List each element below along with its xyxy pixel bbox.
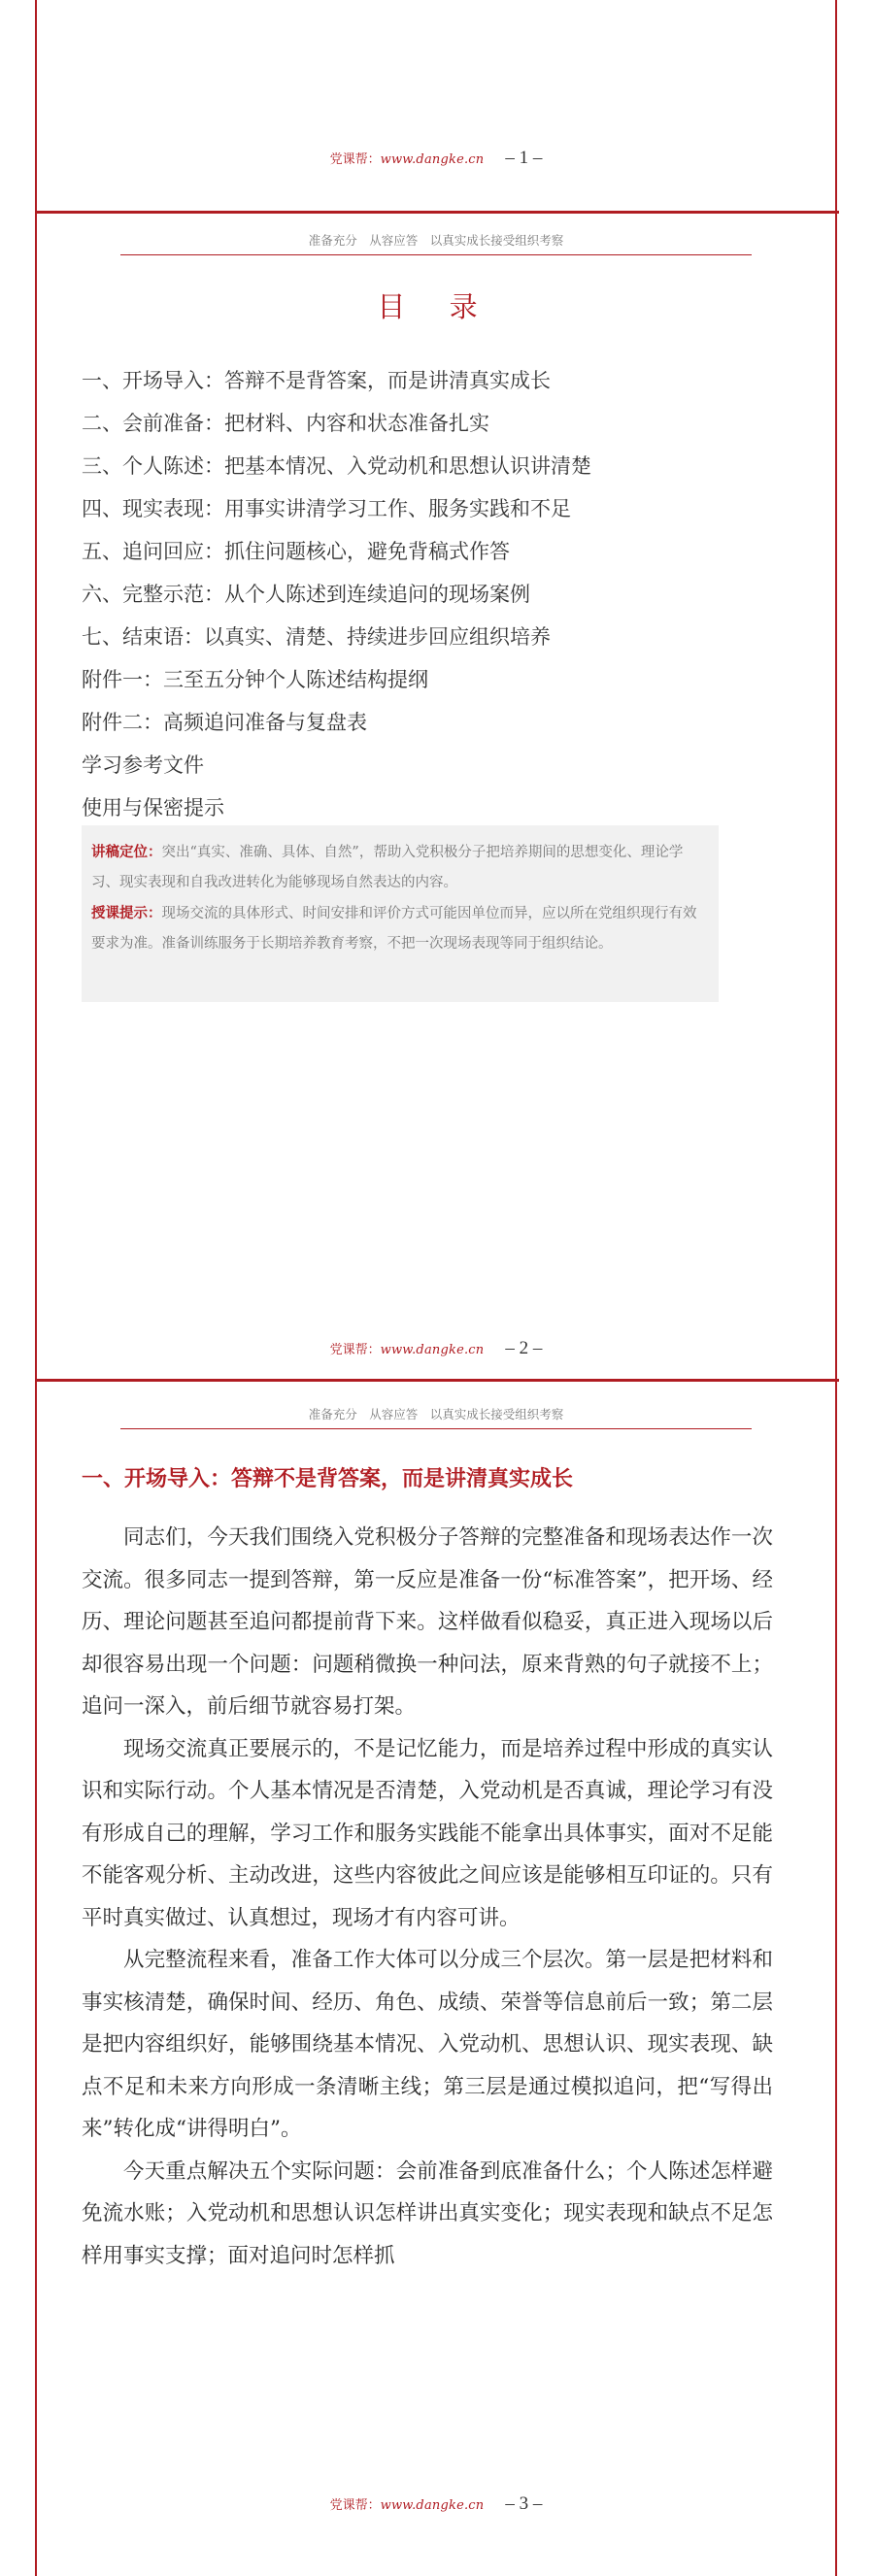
footer-site-url: www.dangke.cn	[380, 152, 485, 167]
toc-item[interactable]: 四、现实表现：用事实讲清学习工作、服务实践和不足	[82, 497, 571, 520]
page-footer	[37, 1338, 835, 1359]
body-text	[82, 1517, 773, 2277]
footer-site-label: 党课帮：	[329, 2498, 381, 2513]
toc-item[interactable]: 使用与保密提示	[82, 796, 224, 820]
toc-item[interactable]: 五、追问回应：抓住问题核心，避免背稿式作答	[82, 540, 510, 563]
section-title: 一、开场导入：答辩不是背答案，而是讲清真实成长	[82, 1466, 574, 1491]
page-header: 准备充分 从容应答 以真实成长接受组织考察	[308, 1407, 564, 1422]
toc-item[interactable]: 附件二：高频追问准备与复盘表	[82, 711, 367, 734]
note-label: 授课提示：	[91, 905, 162, 921]
toc-title: 目 录	[377, 290, 495, 323]
header-rule	[120, 1428, 752, 1429]
toc-item[interactable]: 六、完整示范：从个人陈述到连续追问的现场案例	[82, 583, 530, 606]
note-text: 现场交流的具体形式、时间安排和评价方式可能因单位而异，应以所在党组织现行有效要求为准。准备训练服务于长期培养教育考察，不把一次现场表现等同于组织结论。	[91, 906, 697, 952]
toc-item[interactable]: 一、开场导入：答辩不是背答案，而是讲清真实成长	[82, 369, 551, 392]
toc-item[interactable]: 三、个人陈述：把基本情况、入党动机和思想认识讲清楚	[82, 454, 591, 478]
footer-site-url: www.dangke.cn	[380, 1343, 485, 1357]
note-text: 突出“真实、准确、具体、自然”，帮助入党积极分子把培养期间的思想变化、理论学习、现实表现和自我改进转化为能够现场自然表达的内容。	[91, 845, 684, 890]
footer-site-label: 党课帮：	[329, 1343, 381, 1357]
toc-item[interactable]: 附件一：三至五分钟个人陈述结构提纲	[82, 668, 428, 691]
paragraph: 现场交流真正要展示的，不是记忆能力，而是培养过程中形成的真实认识和实际行动。个人基本情况是否清楚，入党动机是否真诚，理论学习有没有形成自己的理解，学习工作和服务实践能不能拿出具体事实，面对不足能不能客观分析、主动改进，这些内容彼此之间应该是能够相互印证的。只有平时真实做过、认真想过，现场才有内容可讲。	[82, 1736, 773, 1930]
toc-item[interactable]: 学习参考文件	[82, 753, 204, 777]
paragraph: 今天重点解决五个实际问题：会前准备到底准备什么；个人陈述怎样避免流水账；入党动机和思想认识怎样讲出真实变化；现实表现和缺点不足怎样用事实支撑；面对追问时怎样抓	[82, 2158, 773, 2268]
page-number: – 1 –	[505, 148, 543, 168]
note-box	[82, 825, 719, 1002]
page-header: 准备充分 从容应答 以真实成长接受组织考察	[308, 233, 564, 248]
page-number: – 3 –	[505, 2493, 543, 2514]
page-number: – 2 –	[505, 1338, 543, 1358]
footer-site-label: 党课帮：	[329, 152, 381, 167]
page-footer	[37, 148, 835, 169]
page-1	[35, 0, 837, 212]
note-positioning	[91, 837, 709, 898]
page-footer	[37, 2493, 835, 2515]
note-label: 讲稿定位：	[91, 844, 162, 860]
toc-list	[82, 359, 591, 829]
note-teaching-tip	[91, 898, 709, 959]
paragraph: 同志们，今天我们围绕入党积极分子答辩的完整准备和现场表达作一次交流。很多同志一提到答辩，第一反应是准备一份“标准答案”，把开场、经历、理论问题甚至追问都提前背下来。这样做看似稳妥，真正进入现场以后却很容易出现一个问题：问题稍微换一种问法，原来背熟的句子就接不上；追问一深入，前后细节就容易打架。	[82, 1525, 773, 1719]
toc-item[interactable]: 七、结束语：以真实、清楚、持续进步回应组织培养	[82, 625, 551, 649]
toc-item[interactable]: 二、会前准备：把材料、内容和状态准备扎实	[82, 412, 489, 435]
footer-site-url: www.dangke.cn	[380, 2498, 485, 2513]
paragraph: 从完整流程来看，准备工作大体可以分成三个层次。第一层是把材料和事实核清楚，确保时间、经历、角色、成绩、荣誉等信息前后一致；第二层是把内容组织好，能够围绕基本情况、入党动机、思想认识、现实表现、缺点不足和未来方向形成一条清晰主线；第三层是通过模拟追问，把“写得出来”转化成“讲得明白”。	[82, 1948, 773, 2141]
header-rule	[120, 254, 752, 255]
